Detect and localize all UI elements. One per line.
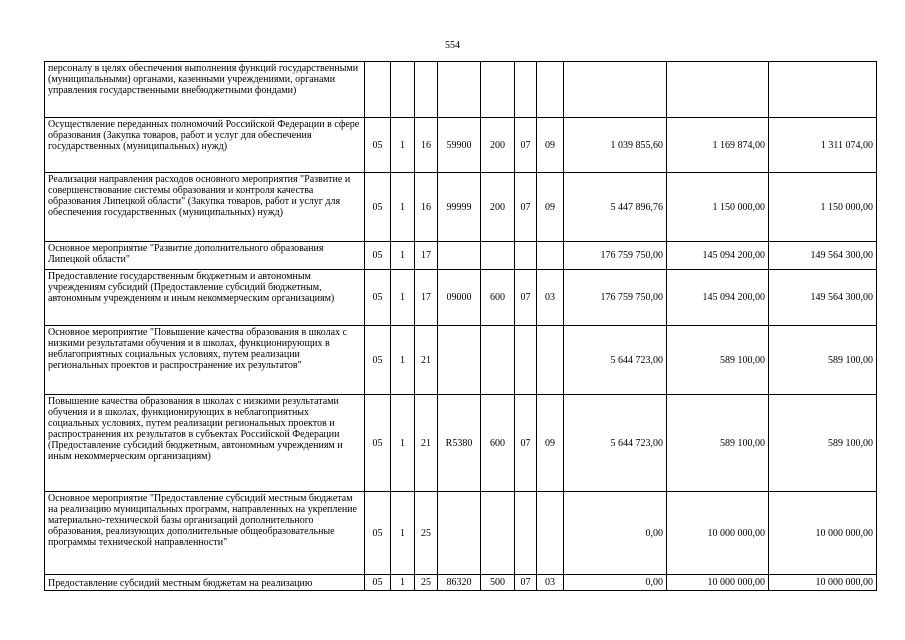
code-subsection: 03 [537,270,564,326]
amount-year-1: 176 759 750,00 [564,270,667,326]
code-program: 05 [365,326,391,395]
code-subprogram: 1 [391,242,415,270]
code-main-activity: 16 [415,173,438,242]
row-description: Реализация направления расходов основного мероприятия "Развитие и совершенствование системы образования и контроля качества образования Липецкой области" (Закупка товаров, работ и услуг для обеспечения государственных (муниципальных) нужд) [45,173,365,242]
code-main-activity: 25 [415,575,438,591]
code-main-activity: 17 [415,242,438,270]
code-main-activity: 17 [415,270,438,326]
row-description: Повышение качества образования в школах с низкими результатами обучения и в школах, функционирующих в неблагоприятных социальных условиях, путем реализации региональных проектов и распространения их результатов в субъектах Российской Федерации (Предоставление субсидий бюджетным, автономным учреждениям и иным некоммерческим организациям) [45,395,365,492]
amount-year-1: 1 039 855,60 [564,118,667,173]
code-subsection: 03 [537,575,564,591]
page-number: 554 [445,40,460,51]
code-section: 07 [515,173,537,242]
amount-year-2: 1 150 000,00 [667,173,769,242]
amount-year-3: 589 100,00 [769,395,877,492]
code-direction [438,242,481,270]
code-subprogram: 1 [391,270,415,326]
code-main-activity [415,62,438,118]
code-program: 05 [365,492,391,575]
amount-year-3: 1 150 000,00 [769,173,877,242]
code-direction: 09000 [438,270,481,326]
amount-year-2: 10 000 000,00 [667,575,769,591]
code-program [365,62,391,118]
code-subsection [537,492,564,575]
table-row [45,492,877,575]
code-main-activity: 25 [415,492,438,575]
code-direction: 86320 [438,575,481,591]
code-direction: 99999 [438,173,481,242]
code-expense-type: 500 [481,575,515,591]
code-subprogram: 1 [391,118,415,173]
code-program: 05 [365,270,391,326]
code-section: 07 [515,575,537,591]
code-main-activity: 21 [415,395,438,492]
code-expense-type [481,326,515,395]
amount-year-1: 5 644 723,00 [564,326,667,395]
row-description: Основное мероприятие "Повышение качества образования в школах с низкими результатами обучения и в школах, функционирующих в неблагоприятных социальных условиях, путем реализации региональных проектов и распространение их результатов" [45,326,365,395]
code-section [515,492,537,575]
code-program: 05 [365,173,391,242]
code-program: 05 [365,242,391,270]
amount-year-1: 176 759 750,00 [564,242,667,270]
code-direction: 59900 [438,118,481,173]
budget-table [44,61,877,591]
amount-year-2: 1 169 874,00 [667,118,769,173]
amount-year-3: 10 000 000,00 [769,575,877,591]
amount-year-2: 589 100,00 [667,395,769,492]
code-direction [438,326,481,395]
code-main-activity: 21 [415,326,438,395]
code-subsection [537,326,564,395]
code-subprogram: 1 [391,395,415,492]
code-subprogram: 1 [391,575,415,591]
table-row [45,575,877,591]
code-direction [438,492,481,575]
code-section: 07 [515,395,537,492]
row-description: Осуществление переданных полномочий Российской Федерации в сфере образования (Закупка товаров, работ и услуг для обеспечения государственных (муниципальных) нужд) [45,118,365,173]
row-description: персоналу в целях обеспечения выполнения функций государственными (муниципальными) органами, казенными учреждениями, органами управления государственными внебюджетными фондами) [45,62,365,118]
amount-year-3: 1 311 074,00 [769,118,877,173]
code-section [515,62,537,118]
code-subsection: 09 [537,118,564,173]
code-expense-type [481,62,515,118]
table-row [45,326,877,395]
code-expense-type: 600 [481,395,515,492]
table-row [45,395,877,492]
amount-year-3: 589 100,00 [769,326,877,395]
row-description: Предоставление субсидий местным бюджетам на реализацию [45,575,365,591]
amount-year-2: 10 000 000,00 [667,492,769,575]
code-direction [438,62,481,118]
amount-year-3 [769,62,877,118]
amount-year-1 [564,62,667,118]
code-expense-type: 200 [481,173,515,242]
amount-year-3: 149 564 300,00 [769,270,877,326]
table-row [45,242,877,270]
code-expense-type: 200 [481,118,515,173]
code-subsection [537,62,564,118]
table-row [45,62,877,118]
table-row [45,118,877,173]
amount-year-1: 5 447 896,76 [564,173,667,242]
code-direction: R5380 [438,395,481,492]
code-section: 07 [515,270,537,326]
amount-year-2: 589 100,00 [667,326,769,395]
code-subsection: 09 [537,395,564,492]
code-expense-type: 600 [481,270,515,326]
amount-year-3: 149 564 300,00 [769,242,877,270]
amount-year-2: 145 094 200,00 [667,242,769,270]
code-subprogram: 1 [391,173,415,242]
row-description: Основное мероприятие "Развитие дополнительного образования Липецкой области" [45,242,365,270]
code-expense-type [481,242,515,270]
code-section [515,242,537,270]
amount-year-1: 0,00 [564,575,667,591]
table-row [45,270,877,326]
code-program: 05 [365,395,391,492]
table-row [45,173,877,242]
code-subsection [537,242,564,270]
code-section [515,326,537,395]
amount-year-2 [667,62,769,118]
code-subsection: 09 [537,173,564,242]
row-description: Основное мероприятие "Предоставление субсидий местным бюджетам на реализацию муниципальных программ, направленных на укрепление материально-технической базы организаций дополнительного образования, реализующих дополнительные общеобразовательные программы технической направленности" [45,492,365,575]
code-section: 07 [515,118,537,173]
code-main-activity: 16 [415,118,438,173]
amount-year-2: 145 094 200,00 [667,270,769,326]
amount-year-1: 5 644 723,00 [564,395,667,492]
amount-year-3: 10 000 000,00 [769,492,877,575]
code-subprogram [391,62,415,118]
code-program: 05 [365,575,391,591]
amount-year-1: 0,00 [564,492,667,575]
row-description: Предоставление государственным бюджетным и автономным учреждениям субсидий (Предоставление субсидий бюджетным, автономным учреждениям и иным некоммерческим организациям) [45,270,365,326]
code-program: 05 [365,118,391,173]
code-subprogram: 1 [391,492,415,575]
code-subprogram: 1 [391,326,415,395]
code-expense-type [481,492,515,575]
